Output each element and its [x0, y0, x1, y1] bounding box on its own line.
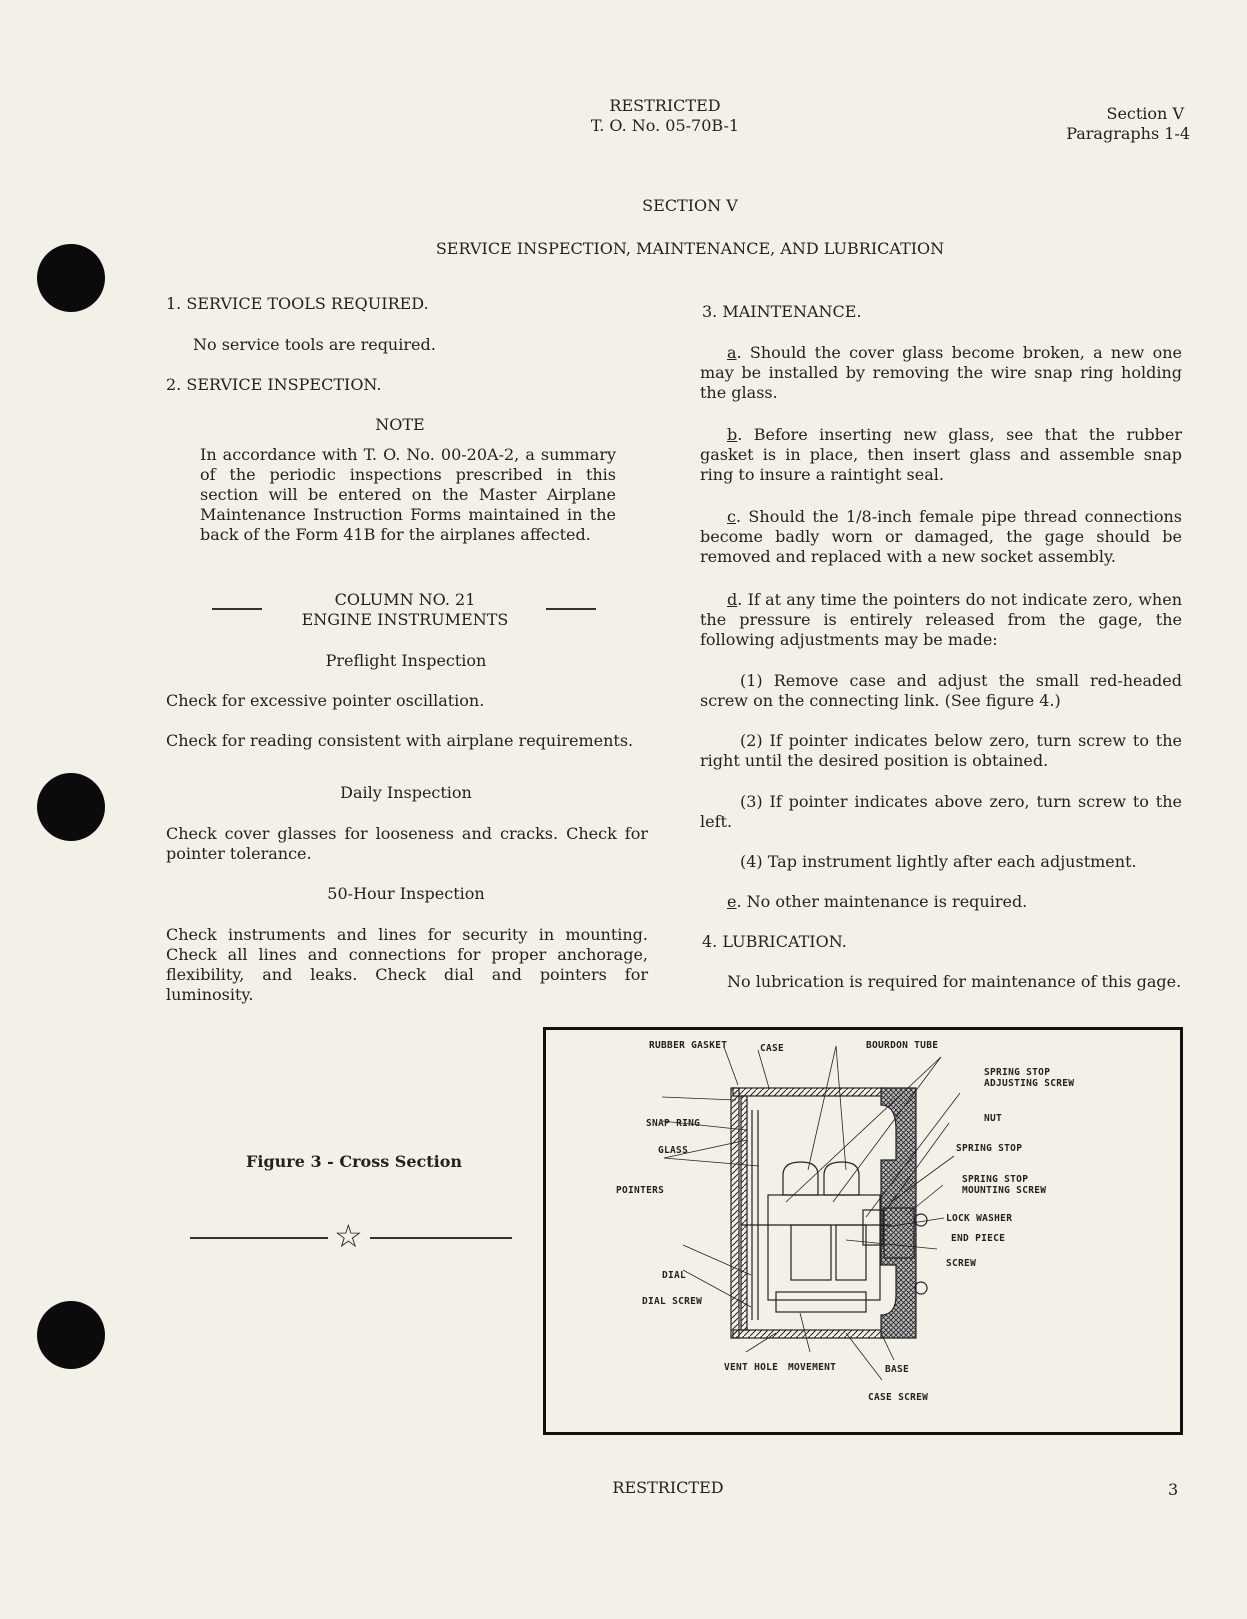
- page-header-center: [540, 96, 790, 136]
- label-spring-stop: SPRING STOP: [956, 1143, 1023, 1154]
- column-number: COLUMN NO. 21: [334, 590, 476, 609]
- maintenance-item-c: [700, 507, 1182, 567]
- adjustment-step: (2) If pointer indicates below zero, turn screw to the right until the desired position is obtained.: [700, 731, 1182, 770]
- label-end-piece: END PIECE: [951, 1233, 1006, 1244]
- label-base: BASE: [885, 1364, 910, 1375]
- footer-restricted: RESTRICTED: [612, 1478, 724, 1497]
- maintenance-item-b: [700, 425, 1182, 485]
- label-dial-screw: DIAL SCREW: [642, 1296, 703, 1307]
- preflight-heading: Preflight Inspection: [325, 651, 487, 670]
- preflight-item: Check for reading consistent with airplane requirements.: [166, 731, 634, 750]
- fifty-hour-heading: 50-Hour Inspection: [327, 884, 485, 903]
- adjustment-step: (3) If pointer indicates above zero, turn screw to the left.: [700, 792, 1182, 831]
- label-pointers: POINTERS: [616, 1185, 665, 1196]
- label-case-screw: CASE SCREW: [868, 1392, 929, 1403]
- binder-hole: [37, 1301, 105, 1369]
- divider-left: [212, 608, 262, 610]
- fifty-hour-item: Check instruments and lines for security in mounting. Check all lines and connections for proper anchorage, flexibility, and leaks. Check dial and pointers for luminosity.: [166, 925, 648, 1004]
- item-letter: d: [727, 590, 738, 609]
- item-letter: b: [727, 425, 738, 444]
- item-text: . Should the 1/8-inch female pipe thread connections become badly worn or damaged, the gage should be removed and replaced with a new socket assembly.: [700, 507, 1182, 566]
- item-text: . No other maintenance is required.: [736, 892, 1028, 911]
- section-title: SERVICE INSPECTION, MAINTENANCE, AND LUBRICATION: [435, 239, 945, 258]
- heading-service-inspection: 2. SERVICE INSPECTION.: [166, 375, 382, 394]
- note-text: In accordance with T. O. No. 00-20A-2, a summary of the periodic inspections prescribed in this section will be entered on the Master Airplane Maintenance Instruction Forms maintained in the back of the Form 41B for the airplanes affected.: [200, 445, 616, 544]
- label-rubber-gasket: RUBBER GASKET: [649, 1040, 728, 1051]
- adjustment-step: (4) Tap instrument lightly after each adjustment.: [740, 852, 1137, 871]
- daily-item: Check cover glasses for looseness and cracks. Check for pointer tolerance.: [166, 824, 648, 863]
- label-glass: GLASS: [658, 1145, 689, 1156]
- cross-section-figure: [543, 1027, 1183, 1435]
- label-bourdon-tube: BOURDON TUBE: [866, 1040, 939, 1051]
- item-text: . Should the cover glass become broken, a new one may be installed by removing the wire snap ring holding the glass.: [700, 343, 1182, 402]
- page-number: 3: [1168, 1480, 1179, 1499]
- to-number: T. O. No. 05-70B-1: [590, 116, 740, 135]
- label-vent-hole: VENT HOLE: [724, 1362, 779, 1373]
- label-line: MOUNTING SCREW: [962, 1185, 1047, 1196]
- heading-maintenance: 3. MAINTENANCE.: [702, 302, 862, 321]
- page-header-right: [1040, 104, 1190, 144]
- label-line: ADJUSTING SCREW: [984, 1078, 1075, 1089]
- item-text: . Before inserting new glass, see that the rubber gasket is in place, then insert glass and assemble snap ring to insure a raintight seal.: [700, 425, 1182, 484]
- label-spring-stop-adjusting-screw: [984, 1067, 1074, 1089]
- label-line: SPRING STOP: [962, 1174, 1029, 1185]
- item-letter: e: [727, 892, 737, 911]
- restricted-marking: RESTRICTED: [609, 96, 721, 115]
- adjustment-step: (1) Remove case and adjust the small red-headed screw on the connecting link. (See figure 4.): [700, 671, 1182, 710]
- column-subtitle: ENGINE INSTRUMENTS: [301, 610, 509, 629]
- section-number: SECTION V: [642, 196, 738, 215]
- label-case: CASE: [760, 1043, 785, 1054]
- paragraphs-label: Paragraphs 1-4: [1066, 124, 1190, 143]
- label-spring-stop-mounting-screw: [962, 1174, 1046, 1196]
- label-screw: SCREW: [946, 1258, 977, 1269]
- service-tools-text: No service tools are required.: [193, 335, 436, 354]
- item-text: . If at any time the pointers do not indicate zero, when the pressure is entirely released from the gage, the following adjustments may be made:: [700, 590, 1182, 649]
- label-dial: DIAL: [662, 1270, 687, 1281]
- heading-service-tools: 1. SERVICE TOOLS REQUIRED.: [166, 294, 429, 313]
- label-snap-ring: SNAP RING: [646, 1118, 701, 1129]
- label-nut: NUT: [984, 1113, 1003, 1124]
- maintenance-item-d: [700, 590, 1182, 650]
- preflight-item: Check for excessive pointer oscillation.: [166, 691, 485, 710]
- column-heading: [270, 590, 540, 630]
- note-heading: NOTE: [375, 415, 425, 434]
- item-letter: c: [727, 507, 736, 526]
- maintenance-item-e: [700, 892, 1182, 912]
- label-movement: MOVEMENT: [788, 1362, 837, 1373]
- gauge-cross-section-drawing: [546, 1030, 1180, 1432]
- label-lock-washer: LOCK WASHER: [946, 1213, 1013, 1224]
- item-letter: a: [727, 343, 737, 362]
- caption-rule-left: [190, 1237, 328, 1239]
- maintenance-item-a: [700, 343, 1182, 403]
- section-label: Section V: [1106, 104, 1184, 123]
- daily-heading: Daily Inspection: [340, 783, 472, 802]
- divider-right: [546, 608, 596, 610]
- caption-rule-right: [370, 1237, 512, 1239]
- heading-lubrication: 4. LUBRICATION.: [702, 932, 847, 951]
- lubrication-text: No lubrication is required for maintenance of this gage.: [727, 972, 1182, 991]
- binder-hole: [37, 244, 105, 312]
- label-line: SPRING STOP: [984, 1067, 1051, 1078]
- star-icon: ☆: [334, 1217, 363, 1255]
- binder-hole: [37, 773, 105, 841]
- figure-caption: Figure 3 - Cross Section: [246, 1152, 463, 1171]
